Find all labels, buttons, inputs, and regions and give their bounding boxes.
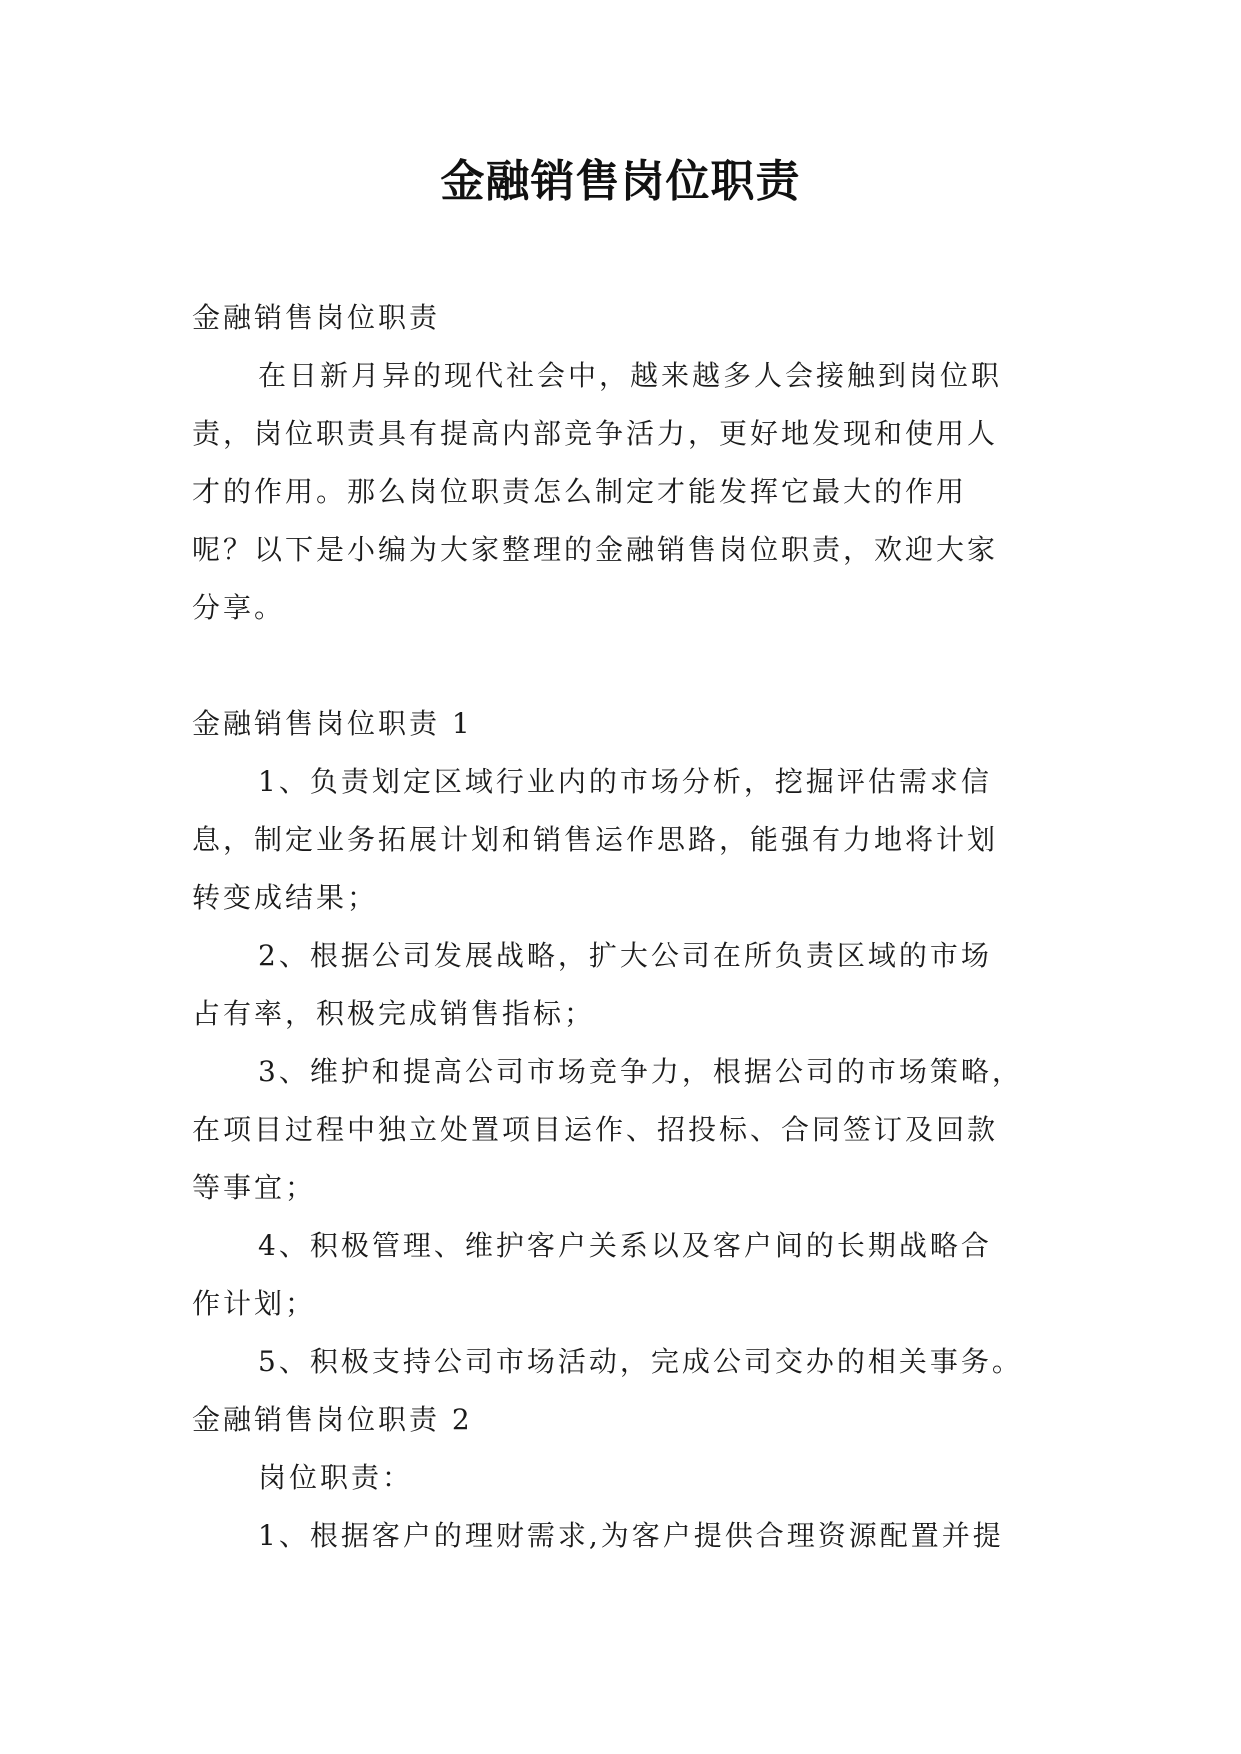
list-item-line: 1、负责划定区域行业内的市场分析，挖掘评估需求信 [258,765,992,798]
list-item-line: 在项目过程中独立处置项目运作、招投标、合同签订及回款 [192,1113,999,1146]
document-body [192,289,1056,1565]
list-item-line: 3、维护和提高公司市场竞争力，根据公司的市场策略， [258,1055,1023,1088]
list-item-line: 作计划； [192,1287,317,1320]
list-item-line: 1、根据客户的理财需求,为客户提供合理资源配置并提 [258,1519,1004,1552]
blank-line [192,637,1056,695]
section-heading: 金融销售岗位职责 2 [192,1403,473,1436]
intro-paragraph-line: 才的作用。那么岗位职责怎么制定才能发挥它最大的作用 [192,475,968,508]
document-title: 金融销售岗位职责 [440,156,801,207]
section-heading: 金融销售岗位职责 [192,301,441,334]
section-heading: 金融销售岗位职责 1 [192,707,473,740]
intro-paragraph-line: 分享。 [192,591,286,624]
intro-paragraph-line: 呢？以下是小编为大家整理的金融销售岗位职责，欢迎大家 [192,533,999,566]
list-item-line: 占有率，积极完成销售指标； [192,997,596,1030]
list-item-line: 2、根据公司发展战略，扩大公司在所负责区域的市场 [258,939,992,972]
list-item-line: 5、积极支持公司市场活动，完成公司交办的相关事务。 [258,1345,1023,1378]
list-item-line: 息，制定业务拓展计划和销售运作思路，能强有力地将计划 [192,823,999,856]
list-item-line: 等事宜； [192,1171,317,1204]
intro-paragraph-line: 责，岗位职责具有提高内部竞争活力，更好地发现和使用人 [192,417,999,450]
intro-paragraph-line: 在日新月异的现代社会中，越来越多人会接触到岗位职 [258,359,1003,392]
list-item-line: 转变成结果； [192,881,379,914]
subsection-label: 岗位职责： [258,1461,414,1494]
list-item-line: 4、积极管理、维护客户关系以及客户间的长期战略合 [258,1229,992,1262]
